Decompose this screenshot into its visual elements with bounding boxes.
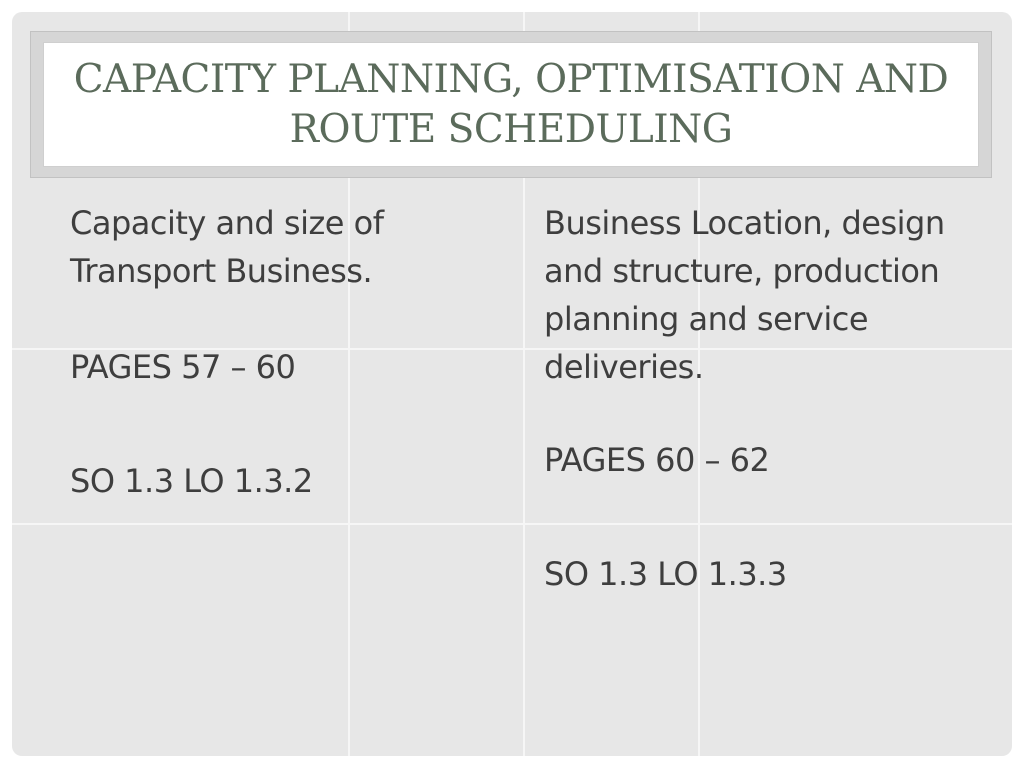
right-column-pages: PAGES 60 – 62 (544, 441, 770, 479)
title-box (43, 42, 979, 167)
slide-title: CAPACITY PLANNING, OPTIMISATION AND ROUTE SCHEDULING (73, 56, 949, 152)
title-frame (30, 31, 992, 178)
left-column (70, 199, 500, 505)
left-column-outcomes: SO 1.3 LO 1.3.2 (70, 462, 313, 500)
right-column-heading: Business Location, design and structure, production planning and service deliveries. (544, 204, 945, 386)
slide (12, 12, 1012, 756)
right-column-outcomes: SO 1.3 LO 1.3.3 (544, 555, 787, 593)
right-column (544, 199, 984, 598)
left-column-pages: PAGES 57 – 60 (70, 348, 296, 386)
left-column-heading: Capacity and size of Transport Business. (70, 204, 384, 290)
